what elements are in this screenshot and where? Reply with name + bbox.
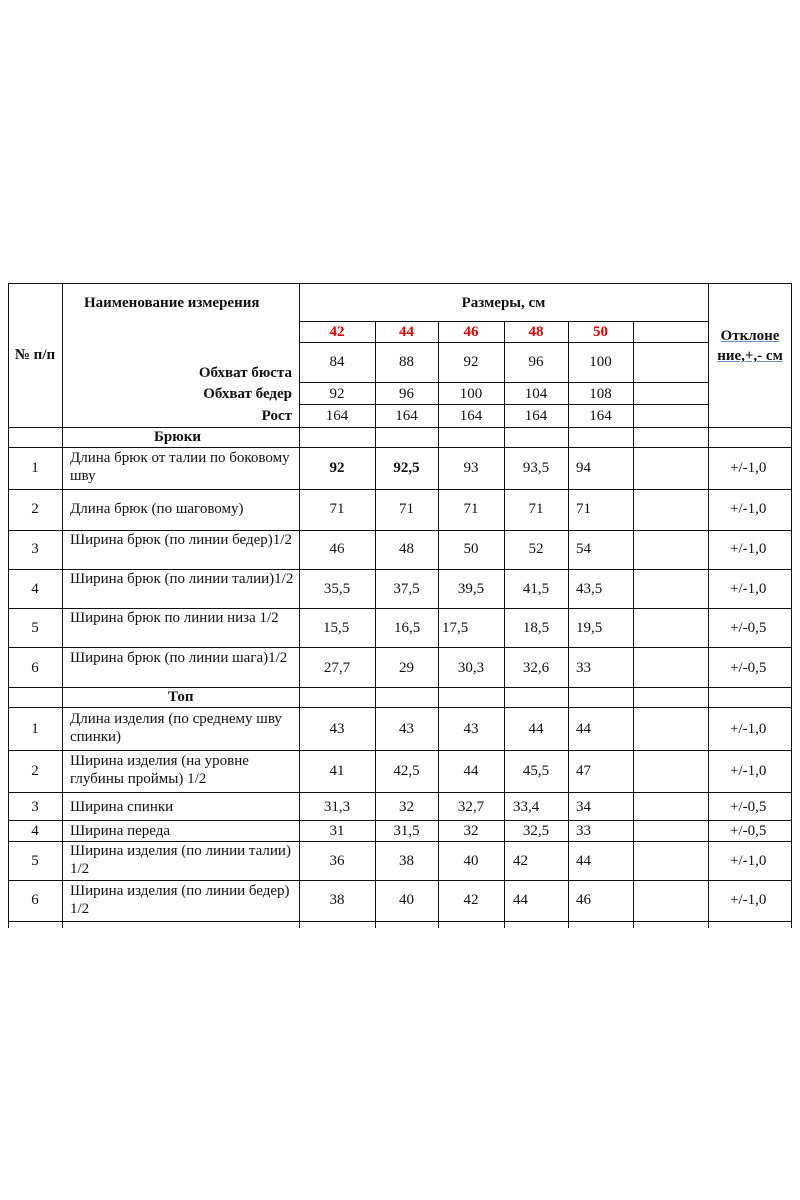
param-label: Рост <box>261 408 292 424</box>
row-line <box>299 404 708 405</box>
col-line <box>708 283 709 928</box>
row-value: 33,4 <box>513 799 540 815</box>
row-value: 50 <box>463 541 479 557</box>
row-value: 44 <box>528 721 544 737</box>
row-value: 39,5 <box>457 581 485 597</box>
param-value: 92 <box>329 386 345 402</box>
row-value: 48 <box>399 541 414 557</box>
row-value: 93 <box>463 460 479 476</box>
param-value: 164 <box>524 408 548 424</box>
row-value: 31,5 <box>393 823 420 839</box>
row-line <box>8 792 792 793</box>
row-value: 34 <box>576 799 591 815</box>
row-value: 32,5 <box>522 823 550 839</box>
row-value: 42,5 <box>393 763 420 779</box>
size-label: 44 <box>399 324 414 340</box>
param-value: 84 <box>329 354 345 370</box>
row-value: 18,5 <box>522 620 550 636</box>
row-deviation: +/-1,0 <box>730 892 767 908</box>
param-value: 164 <box>459 408 483 424</box>
row-value: 71 <box>528 501 544 517</box>
row-value: 45,5 <box>522 763 550 779</box>
section-title: Брюки <box>154 429 202 445</box>
size-label: 50 <box>593 324 608 340</box>
row-value: 15,5 <box>323 620 350 636</box>
row-value: 32,6 <box>522 660 550 676</box>
deviation-header: Отклоне ние,+,- см <box>717 328 783 364</box>
row-deviation: +/-1,0 <box>730 581 767 597</box>
row-value: 17,5 <box>442 620 469 636</box>
row-num: 1 <box>31 721 39 737</box>
param-value: 100 <box>459 386 483 402</box>
row-value: 40 <box>463 853 479 869</box>
row-line <box>8 880 792 881</box>
row-line <box>8 647 792 648</box>
table-border-right <box>791 283 792 928</box>
param-value: 164 <box>589 408 612 424</box>
row-num: 3 <box>31 799 39 815</box>
row-value: 46 <box>329 541 345 557</box>
row-line <box>299 321 708 322</box>
row-num: 3 <box>31 541 39 557</box>
row-line <box>8 427 792 428</box>
param-value: 164 <box>395 408 418 424</box>
row-line <box>8 447 792 448</box>
row-name: Ширина изделия (по линии талии) 1/2 <box>70 843 291 877</box>
row-deviation: +/-0,5 <box>730 799 767 815</box>
row-deviation: +/-0,5 <box>730 660 767 676</box>
row-num: 1 <box>31 460 39 476</box>
row-value: 71 <box>399 501 414 517</box>
row-num: 4 <box>31 581 39 597</box>
row-num: 5 <box>31 620 39 636</box>
row-value: 71 <box>329 501 345 517</box>
row-value: 38 <box>329 892 345 908</box>
row-value: 42 <box>513 853 528 869</box>
param-value: 104 <box>524 386 548 402</box>
row-name: Длина брюк от талии по боковому шву <box>70 450 290 484</box>
col-line <box>62 283 63 928</box>
row-value: 47 <box>576 763 591 779</box>
sizes-header: Размеры, см <box>461 295 546 311</box>
row-name: Ширина брюк (по линии бедер)1/2 <box>70 532 292 548</box>
row-name: Ширина изделия (на уровне глубины проймы) 1/2 <box>70 753 249 787</box>
row-line <box>8 707 792 708</box>
row-value: 35,5 <box>323 581 351 597</box>
row-line <box>8 820 792 821</box>
row-num: 2 <box>31 501 39 517</box>
row-value: 38 <box>399 853 414 869</box>
row-value: 71 <box>576 501 591 517</box>
row-value: 43 <box>329 721 345 737</box>
row-value: 43 <box>463 721 479 737</box>
col-line <box>633 321 634 928</box>
row-value: 54 <box>576 541 591 557</box>
row-value: 44 <box>463 763 479 779</box>
row-deviation: +/-0,5 <box>730 620 767 636</box>
row-line <box>8 687 792 688</box>
size-label: 48 <box>528 324 544 340</box>
row-value: 33 <box>576 823 591 839</box>
row-value: 41,5 <box>522 581 550 597</box>
row-deviation: +/-1,0 <box>730 460 767 476</box>
row-value: 16,5 <box>394 620 421 636</box>
row-line <box>299 382 708 383</box>
row-line <box>8 921 792 922</box>
row-value: 31,3 <box>323 799 351 815</box>
param-value: 96 <box>399 386 414 402</box>
row-name: Ширина брюк (по линии талии)1/2 <box>70 571 294 587</box>
row-num: 2 <box>31 763 39 779</box>
section-title: Топ <box>168 689 194 705</box>
row-value: 32,7 <box>457 799 485 815</box>
row-name: Ширина брюк по линии низа 1/2 <box>70 610 279 626</box>
row-name: Ширина спинки <box>70 799 174 815</box>
row-value: 37,5 <box>393 581 420 597</box>
row-value: 29 <box>399 660 414 676</box>
row-value: 36 <box>329 853 345 869</box>
row-value: 32 <box>399 799 414 815</box>
row-line <box>299 342 708 343</box>
row-num: 6 <box>31 660 39 676</box>
param-value: 96 <box>528 354 544 370</box>
size-label: 42 <box>329 324 345 340</box>
row-deviation: +/-1,0 <box>730 853 767 869</box>
row-deviation: +/-1,0 <box>730 541 767 557</box>
row-value: 92,5 <box>393 460 420 476</box>
row-value: 32 <box>463 823 479 839</box>
row-value: 92 <box>329 460 345 476</box>
row-num: 4 <box>31 823 39 839</box>
param-value: 100 <box>589 354 612 370</box>
row-value: 44 <box>513 892 528 908</box>
row-line <box>8 750 792 751</box>
num-header: № п/п <box>14 347 56 363</box>
param-value: 92 <box>463 354 479 370</box>
size-table <box>8 283 792 928</box>
row-value: 19,5 <box>576 620 603 636</box>
param-value: 108 <box>589 386 612 402</box>
row-name: Длина брюк (по шаговому) <box>70 501 244 517</box>
row-value: 71 <box>463 501 479 517</box>
row-value: 27,7 <box>323 660 351 676</box>
row-value: 46 <box>576 892 591 908</box>
row-value: 44 <box>576 721 591 737</box>
row-value: 41 <box>329 763 345 779</box>
param-label: Обхват бедер <box>203 386 292 402</box>
row-num: 6 <box>31 892 39 908</box>
row-name: Ширина изделия (по линии бедер) 1/2 <box>70 883 290 917</box>
row-value: 94 <box>576 460 591 476</box>
row-value: 44 <box>576 853 591 869</box>
row-deviation: +/-1,0 <box>730 763 767 779</box>
row-value: 40 <box>399 892 414 908</box>
row-line <box>8 489 792 490</box>
name-header: Наименование измерения <box>84 295 260 311</box>
row-value: 43,5 <box>576 581 603 597</box>
row-name: Длина изделия (по среднему шву спинки) <box>70 711 282 745</box>
row-value: 31 <box>329 823 345 839</box>
row-deviation: +/-1,0 <box>730 501 767 517</box>
row-value: 42 <box>463 892 479 908</box>
size-label: 46 <box>463 324 479 340</box>
row-value: 93,5 <box>522 460 550 476</box>
table-border-top <box>8 283 792 284</box>
row-value: 52 <box>528 541 544 557</box>
row-name: Ширина переда <box>70 823 171 839</box>
row-deviation: +/-0,5 <box>730 823 767 839</box>
row-value: 43 <box>399 721 414 737</box>
param-label: Обхват бюста <box>198 365 292 381</box>
param-value: 88 <box>399 354 414 370</box>
row-deviation: +/-1,0 <box>730 721 767 737</box>
row-num: 5 <box>31 853 39 869</box>
param-value: 164 <box>325 408 349 424</box>
row-value: 30,3 <box>457 660 485 676</box>
row-name: Ширина брюк (по линии шага)1/2 <box>70 650 288 666</box>
row-value: 33 <box>576 660 591 676</box>
